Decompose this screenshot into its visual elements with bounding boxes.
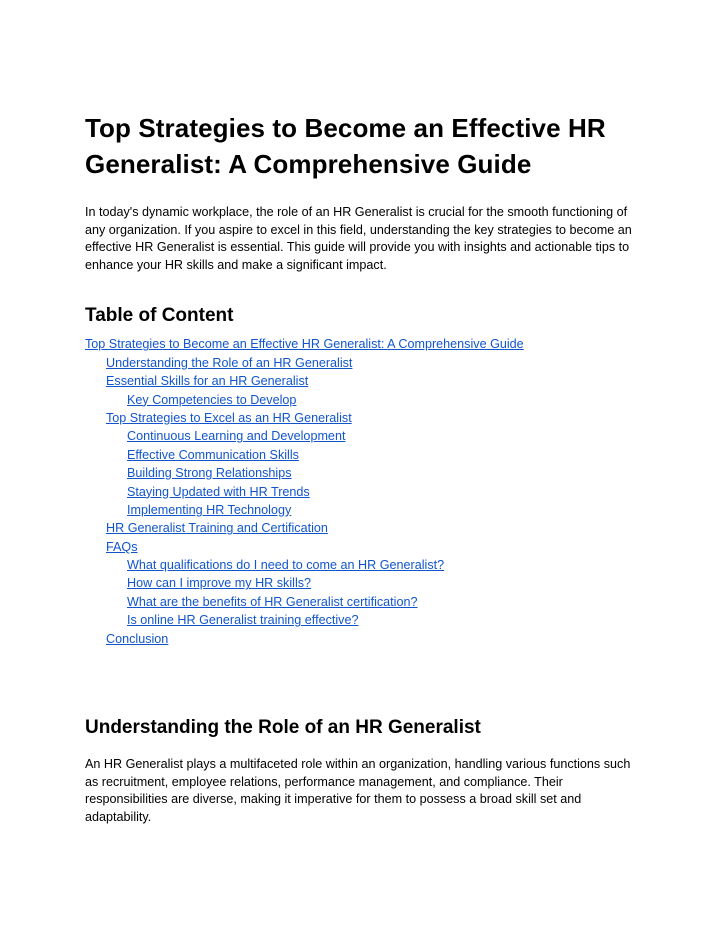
toc-item (85, 483, 632, 501)
toc-link[interactable]: Essential Skills for an HR Generalist (106, 374, 309, 389)
toc-link[interactable]: Understanding the Role of an HR Generalist (106, 355, 353, 370)
toc-link[interactable]: What are the benefits of HR Generalist certification? (127, 594, 418, 609)
intro-paragraph: In today's dynamic workplace, the role of an HR Generalist is crucial for the smooth functioning of any organization. If you aspire to excel in this field, understanding the key strategies to become an effective HR Generalist is essential. This guide will provide you with insights and actionable tips to enhance your HR skills and make a significant impact. (85, 205, 632, 272)
toc-link[interactable]: What qualifications do I need to come an HR Generalist? (127, 558, 445, 573)
section-heading: Understanding the Role of an HR Generalist (85, 717, 481, 739)
toc-link[interactable]: Staying Updated with HR Trends (127, 484, 310, 499)
toc-item (85, 630, 632, 648)
document-title: Top Strategies to Become an Effective HR Generalist: A Comprehensive Guide (85, 113, 606, 179)
toc-link[interactable]: Conclusion (106, 631, 169, 646)
toc-link[interactable]: Top Strategies to Excel as an HR Generalist (106, 410, 352, 425)
toc-item (85, 372, 632, 390)
toc-item (85, 593, 632, 611)
toc-item (85, 501, 632, 519)
toc-link[interactable]: Key Competencies to Develop (127, 392, 297, 407)
toc-link[interactable]: Building Strong Relationships (127, 466, 292, 481)
toc-link[interactable]: Implementing HR Technology (127, 502, 292, 517)
toc-item (85, 611, 632, 629)
toc-link[interactable]: Continuous Learning and Development (127, 429, 346, 444)
toc-item (85, 427, 632, 445)
toc-item (85, 574, 632, 592)
toc-link[interactable]: Is online HR Generalist training effective? (127, 613, 359, 628)
toc-link[interactable]: HR Generalist Training and Certification (106, 521, 328, 536)
toc-item (85, 556, 632, 574)
toc-item (85, 391, 632, 409)
table-of-contents (85, 335, 632, 648)
toc-item (85, 409, 632, 427)
toc-link[interactable]: FAQs (106, 539, 138, 554)
toc-item (85, 335, 632, 353)
toc-item (85, 354, 632, 372)
toc-link[interactable]: Effective Communication Skills (127, 447, 299, 462)
toc-item (85, 464, 632, 482)
toc-item (85, 538, 632, 556)
toc-item (85, 519, 632, 537)
toc-heading: Table of Content (85, 305, 234, 327)
toc-link[interactable]: How can I improve my HR skills? (127, 576, 312, 591)
toc-item (85, 446, 632, 464)
section-paragraph: An HR Generalist plays a multifaceted role within an organization, handling various functions such as recruitment, employee relations, performance management, and compliance. Their responsibilities are diverse, making it imperative for them to possess a broad skill set and adaptability. (85, 757, 631, 824)
toc-link[interactable]: Top Strategies to Become an Effective HR Generalist: A Comprehensive Guide (85, 337, 524, 352)
